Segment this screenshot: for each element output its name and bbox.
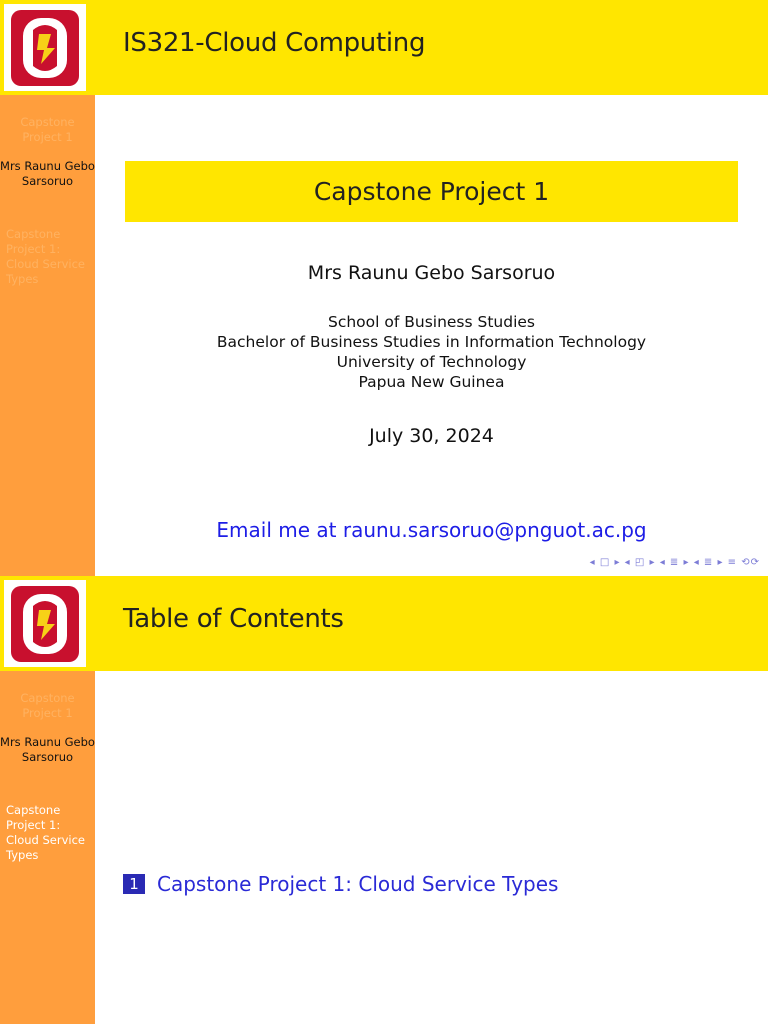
presentation-author: Mrs Raunu Gebo Sarsoruo: [307, 262, 556, 284]
institute-block: [95, 312, 768, 392]
nav-search-icon[interactable]: ⟲⟳: [741, 557, 760, 568]
presentation-title: Capstone Project 1: [313, 177, 550, 206]
sidebar-section-link[interactable]: Capstone Project 1: Cloud Service Types: [6, 227, 86, 286]
presentation-title-box: [125, 161, 738, 222]
university-logo: [4, 580, 86, 667]
sidebar-section-link[interactable]: Capstone Project 1: Cloud Service Types: [6, 803, 86, 862]
logo-emblem-icon: [11, 10, 79, 86]
email-link[interactable]: Email me at raunu.sarsoruo@pnguot.ac.pg: [216, 518, 647, 542]
course-title: IS321-Cloud Computing: [123, 28, 426, 58]
slide-toc: [0, 576, 768, 1024]
sidebar-author[interactable]: Mrs Raunu Gebo Sarsoruo: [0, 159, 95, 188]
slide-content: [95, 671, 768, 1024]
nav-section-icon[interactable]: ◂ ≣ ▸: [659, 557, 690, 568]
sidebar: [0, 671, 95, 1024]
beamer-navigation-bar[interactable]: [590, 557, 760, 568]
slide-content: [95, 95, 768, 576]
nav-subsection-icon[interactable]: ◂ ◰ ▸: [624, 557, 656, 568]
institute-line: Bachelor of Business Studies in Information Technology: [216, 333, 647, 351]
sidebar-presentation-title[interactable]: Capstone Project 1: [20, 691, 75, 720]
nav-subsection-list-icon[interactable]: ◂ ≣ ▸: [693, 557, 724, 568]
institute-line: Papua New Guinea: [358, 373, 505, 391]
slide-header: [0, 0, 768, 95]
slide-title: Table of Contents: [123, 604, 344, 634]
nav-align-icon[interactable]: ≡: [727, 557, 738, 568]
toc-item[interactable]: [123, 872, 558, 896]
sidebar-author[interactable]: Mrs Raunu Gebo Sarsoruo: [0, 735, 95, 764]
nav-frame-prev-icon[interactable]: ◂ □ ▸: [589, 557, 621, 568]
institute-line: School of Business Studies: [327, 313, 536, 331]
institute-line: University of Technology: [336, 353, 527, 371]
university-logo: [4, 4, 86, 91]
presentation-date: July 30, 2024: [369, 425, 494, 447]
logo-emblem-icon: [11, 586, 79, 662]
sidebar: [0, 95, 95, 576]
toc-item-label[interactable]: Capstone Project 1: Cloud Service Types: [157, 872, 559, 896]
toc-item-number: 1: [123, 874, 145, 894]
sidebar-presentation-title[interactable]: Capstone Project 1: [20, 115, 75, 144]
slide-header: [0, 576, 768, 671]
